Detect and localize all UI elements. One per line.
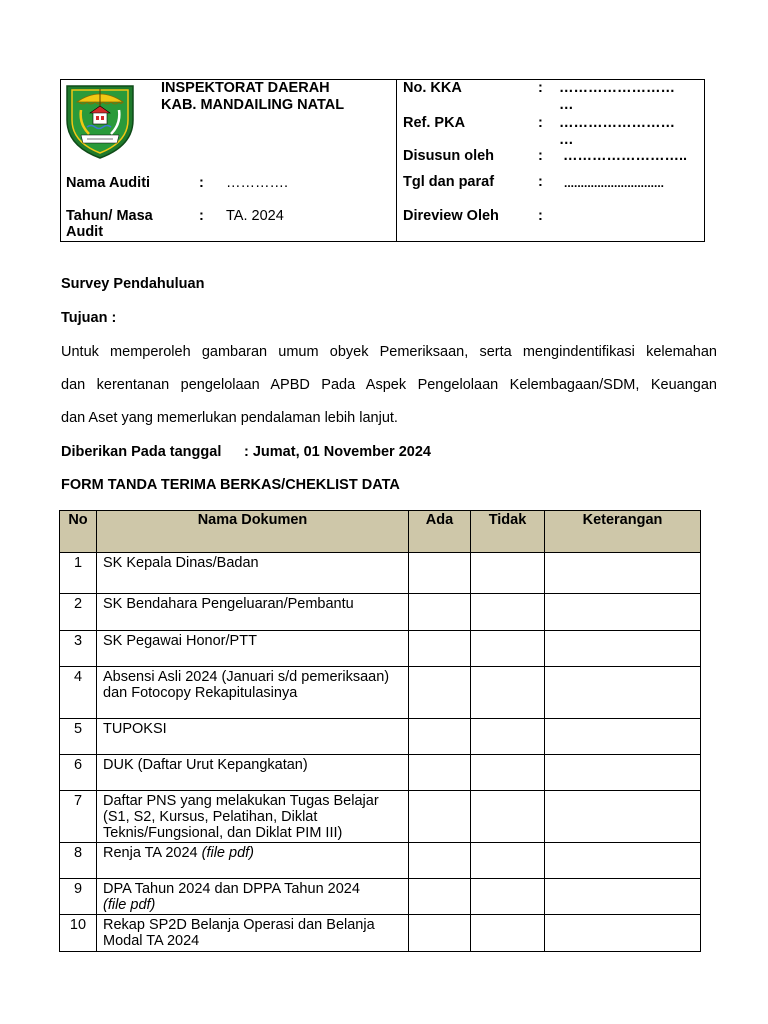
direview-oleh-colon: : <box>538 208 543 224</box>
tidak-cell[interactable] <box>471 667 545 719</box>
row-no: 5 <box>60 719 97 755</box>
keterangan-cell[interactable] <box>545 631 701 667</box>
ada-cell[interactable] <box>409 791 471 843</box>
table-row <box>60 553 701 594</box>
tgl-paraf-value: .............................. <box>564 176 665 190</box>
row-no: 7 <box>60 791 97 843</box>
col-header-ada: Ada <box>409 511 471 553</box>
table-row <box>60 791 701 843</box>
row-no: 3 <box>60 631 97 667</box>
tidak-cell[interactable] <box>471 553 545 594</box>
row-doc-text: Daftar PNS yang melakukan Tugas Belajar (S1, S2, Kursus, Pelatihan, Diklat Teknis/Fungsional, dan Diklat PIM III) <box>103 793 379 841</box>
ref-pka-value-cont: … <box>559 132 574 148</box>
tujuan-line-2: dan kerentanan pengelolaan APBD Pada Aspek Pengelolaan Kelembagaan/SDM, Keuangan <box>61 377 717 393</box>
row-doc <box>97 719 409 755</box>
header-divider <box>396 79 397 242</box>
tidak-cell[interactable] <box>471 879 545 915</box>
checklist-table <box>59 510 701 952</box>
row-doc <box>97 755 409 791</box>
ref-pka-label: Ref. PKA <box>403 115 466 131</box>
row-doc <box>97 594 409 631</box>
row-no: 4 <box>60 667 97 719</box>
tidak-cell[interactable] <box>471 791 545 843</box>
row-doc-text: DPA Tahun 2024 dan DPPA Tahun 2024 <box>103 881 360 897</box>
row-doc-text: DUK (Daftar Urut Kepangkatan) <box>103 757 308 773</box>
row-doc-text: SK Kepala Dinas/Badan <box>103 555 259 571</box>
col-header-keterangan: Keterangan <box>545 511 701 553</box>
keterangan-cell[interactable] <box>545 915 701 952</box>
row-no: 9 <box>60 879 97 915</box>
ada-cell[interactable] <box>409 631 471 667</box>
keterangan-cell[interactable] <box>545 553 701 594</box>
row-doc-text: TUPOKSI <box>103 721 167 737</box>
table-row <box>60 843 701 879</box>
row-doc <box>97 915 409 952</box>
keterangan-cell[interactable] <box>545 791 701 843</box>
keterangan-cell[interactable] <box>545 667 701 719</box>
row-no: 2 <box>60 594 97 631</box>
tujuan-label: Tujuan : <box>61 310 117 326</box>
ada-cell[interactable] <box>409 667 471 719</box>
org-name-line1: INSPEKTORAT DAERAH <box>161 80 330 96</box>
nama-auditi-label: Nama Auditi <box>66 175 151 191</box>
nama-auditi-value: …………. <box>226 175 289 191</box>
row-doc-text: Absensi Asli 2024 (Januari s/d pemeriksaan) dan Fotocopy Rekapitulasinya <box>103 669 390 701</box>
table-row <box>60 719 701 755</box>
tidak-cell[interactable] <box>471 755 545 791</box>
ada-cell[interactable] <box>409 594 471 631</box>
diberikan-label: Diberikan Pada tanggal <box>61 444 222 460</box>
table-row <box>60 594 701 631</box>
row-no: 1 <box>60 553 97 594</box>
ref-pka-value: …………………… <box>559 115 675 131</box>
disusun-oleh-label: Disusun oleh <box>403 148 495 164</box>
ada-cell[interactable] <box>409 553 471 594</box>
mandailing-natal-emblem-icon <box>63 80 137 160</box>
table-row <box>60 915 701 952</box>
tahun-masa-audit-label: Tahun/ Masa Audit <box>66 208 153 240</box>
row-doc-note: (file pdf) <box>103 897 156 913</box>
ada-cell[interactable] <box>409 879 471 915</box>
tidak-cell[interactable] <box>471 594 545 631</box>
survey-title: Survey Pendahuluan <box>61 276 205 292</box>
row-doc <box>97 667 409 719</box>
tidak-cell[interactable] <box>471 631 545 667</box>
row-no: 8 <box>60 843 97 879</box>
diberikan-value: : Jumat, 01 November 2024 <box>244 444 431 460</box>
no-kka-label: No. KKA <box>403 80 462 96</box>
keterangan-cell[interactable] <box>545 594 701 631</box>
tidak-cell[interactable] <box>471 719 545 755</box>
disusun-oleh-value: …………………….. <box>563 148 688 164</box>
row-no: 6 <box>60 755 97 791</box>
row-doc <box>97 791 409 843</box>
tujuan-line-3: dan Aset yang memerlukan pendalaman lebih lanjut. <box>61 410 398 426</box>
keterangan-cell[interactable] <box>545 879 701 915</box>
direview-oleh-label: Direview Oleh <box>403 208 499 224</box>
disusun-oleh-colon: : <box>538 148 543 164</box>
keterangan-cell[interactable] <box>545 755 701 791</box>
row-doc-text: SK Pegawai Honor/PTT <box>103 633 257 649</box>
row-doc <box>97 631 409 667</box>
row-doc-note: (file pdf) <box>201 845 255 861</box>
no-kka-colon: : <box>538 80 543 96</box>
tgl-paraf-colon: : <box>538 174 543 190</box>
ada-cell[interactable] <box>409 843 471 879</box>
row-no: 10 <box>60 915 97 952</box>
row-doc <box>97 843 409 879</box>
row-doc-text: Renja TA 2024 <box>103 845 198 861</box>
org-name-line2: KAB. MANDAILING NATAL <box>161 97 345 113</box>
col-header-no: No <box>60 511 97 553</box>
tahun-masa-audit-colon: : <box>199 208 204 224</box>
ada-cell[interactable] <box>409 719 471 755</box>
tidak-cell[interactable] <box>471 843 545 879</box>
table-row <box>60 667 701 719</box>
row-doc <box>97 879 409 915</box>
keterangan-cell[interactable] <box>545 719 701 755</box>
col-header-tidak: Tidak <box>471 511 545 553</box>
ref-pka-colon: : <box>538 115 543 131</box>
tahun-masa-audit-value: TA. 2024 <box>226 208 284 224</box>
row-doc-text: SK Bendahara Pengeluaran/Pembantu <box>103 596 354 612</box>
nama-auditi-colon: : <box>199 175 204 191</box>
table-row <box>60 631 701 667</box>
no-kka-value: …………………… <box>559 80 675 96</box>
ada-cell[interactable] <box>409 915 471 952</box>
tgl-paraf-label: Tgl dan paraf <box>403 174 495 190</box>
table-row <box>60 879 701 915</box>
tujuan-line-1: Untuk memperoleh gambaran umum obyek Pemeriksaan, serta mengindentifikasi kelemahan <box>61 344 717 360</box>
no-kka-value-cont: … <box>559 97 574 113</box>
ada-cell[interactable] <box>409 755 471 791</box>
col-header-nama-dokumen: Nama Dokumen <box>97 511 409 553</box>
row-doc-text: Rekap SP2D Belanja Operasi dan Belanja Modal TA 2024 <box>103 917 375 949</box>
table-row <box>60 755 701 791</box>
keterangan-cell[interactable] <box>545 843 701 879</box>
row-doc <box>97 553 409 594</box>
tidak-cell[interactable] <box>471 915 545 952</box>
table-header-row <box>60 511 701 553</box>
form-title: FORM TANDA TERIMA BERKAS/CHEKLIST DATA <box>61 477 400 493</box>
